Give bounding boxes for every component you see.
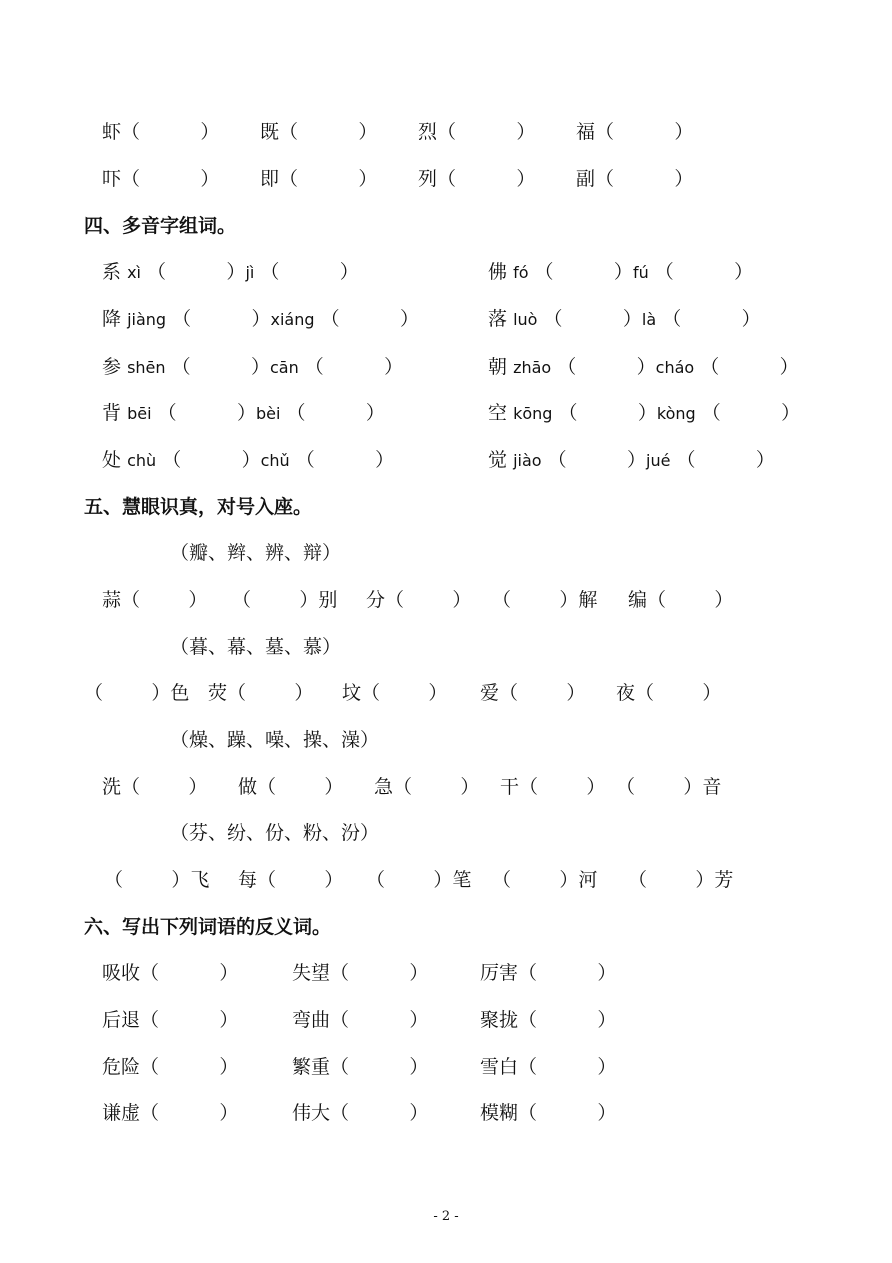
pinyin-label: cān [269, 358, 299, 377]
fill-item: 伟大（ ） [292, 1102, 429, 1124]
fill-item: 吓（ ） [102, 168, 220, 190]
section-heading: 六、写出下列词语的反义词。 [84, 916, 332, 938]
fill-item: （ ）芳 [628, 869, 734, 891]
polyphone-item [102, 352, 403, 383]
pinyin-label: là [641, 310, 657, 329]
fill-row [0, 678, 892, 708]
pinyin-label: bèi [255, 404, 281, 423]
fill-item: （ ）河 [492, 869, 598, 891]
pinyin-label: shēn [127, 358, 166, 377]
fill-item: 爱（ ） [480, 682, 586, 704]
fill-item: 吸收（ ） [102, 962, 239, 984]
antonym-row [0, 1098, 892, 1128]
answer-blank: （ ） [557, 356, 656, 378]
fill-row [0, 585, 892, 615]
fill-item: 洗（ ） [102, 776, 208, 798]
polyphone-char: 参 [102, 356, 122, 378]
answer-blank: （ ） [260, 261, 359, 283]
fill-item: 副（ ） [576, 168, 694, 190]
polyphone-char: 降 [102, 308, 122, 330]
antonym-row [0, 1052, 892, 1082]
option-list: （芬、纷、份、粉、汾） [170, 822, 380, 844]
answer-blank: （ ） [286, 402, 385, 424]
fill-item: 分（ ） [366, 589, 472, 611]
polyphone-item [102, 398, 385, 429]
answer-blank: （ ） [172, 308, 271, 330]
option-list: （瓣、辫、辨、辩） [170, 542, 342, 564]
answer-blank: （ ） [295, 449, 395, 471]
pinyin-label: chǔ [260, 451, 290, 470]
fill-item: （ ）色 [84, 682, 190, 704]
fill-item: 后退（ ） [102, 1009, 239, 1031]
pinyin-label: xiáng [270, 310, 315, 329]
answer-blank: （ ） [162, 449, 261, 471]
polyphone-char: 佛 [488, 261, 508, 283]
section-heading: 四、多音字组词。 [84, 215, 237, 237]
homophone-row [0, 117, 892, 147]
fill-item: 弯曲（ ） [292, 1009, 429, 1031]
fill-item: 繁重（ ） [292, 1056, 429, 1078]
answer-blank: （ ） [171, 356, 270, 378]
antonym-row [0, 958, 892, 988]
fill-item: 谦虚（ ） [102, 1102, 239, 1124]
fill-item: 既（ ） [260, 121, 378, 143]
homophone-row [0, 164, 892, 194]
answer-blank: （ ） [304, 356, 404, 378]
pinyin-label: fó [513, 263, 529, 282]
fill-item: 危险（ ） [102, 1056, 239, 1078]
polyphone-item [488, 257, 753, 288]
polyphone-item [488, 398, 800, 429]
answer-blank: （ ） [558, 402, 657, 424]
polyphone-char: 落 [488, 308, 508, 330]
fill-item: 聚拢（ ） [480, 1009, 617, 1031]
option-list: （暮、幕、墓、慕） [170, 636, 342, 658]
polyphone-item [102, 257, 359, 288]
polyphone-row [0, 257, 892, 287]
option-list: （燥、躁、噪、操、澡） [170, 729, 380, 751]
fill-item: 即（ ） [260, 168, 378, 190]
polyphone-char: 空 [488, 402, 508, 424]
fill-item: 蒜（ ） [102, 589, 208, 611]
answer-blank: （ ） [701, 402, 801, 424]
fill-row [0, 772, 892, 802]
fill-item: 模糊（ ） [480, 1102, 617, 1124]
pinyin-label: bēi [127, 404, 152, 423]
polyphone-row [0, 304, 892, 334]
pinyin-label: cháo [655, 358, 695, 377]
fill-item: 干（ ） [500, 776, 606, 798]
pinyin-label: xì [127, 263, 141, 282]
polyphone-item [488, 304, 761, 335]
answer-blank: （ ） [543, 308, 642, 330]
fill-item: 急（ ） [374, 776, 480, 798]
fill-item: 做（ ） [238, 776, 344, 798]
fill-item: （ ）解 [492, 589, 598, 611]
answer-blank: （ ） [547, 449, 646, 471]
polyphone-item [102, 304, 419, 335]
fill-item: 荧（ ） [208, 682, 314, 704]
fill-row [0, 865, 892, 895]
fill-item: （ ）飞 [104, 869, 210, 891]
fill-item: 厉害（ ） [480, 962, 617, 984]
fill-item: 雪白（ ） [480, 1056, 617, 1078]
pinyin-label: chù [127, 451, 157, 470]
pinyin-label: luò [513, 310, 538, 329]
answer-blank: （ ） [320, 308, 419, 330]
antonym-row [0, 1005, 892, 1035]
answer-blank: （ ） [700, 356, 799, 378]
polyphone-row [0, 445, 892, 475]
fill-item: 失望（ ） [292, 962, 429, 984]
polyphone-row [0, 398, 892, 428]
fill-item: 夜（ ） [616, 682, 722, 704]
polyphone-char: 背 [102, 402, 122, 424]
answer-blank: （ ） [534, 261, 633, 283]
fill-item: 每（ ） [238, 869, 344, 891]
fill-item: 列（ ） [418, 168, 536, 190]
answer-blank: （ ） [654, 261, 754, 283]
fill-item: （ ）笔 [366, 869, 472, 891]
polyphone-char: 处 [102, 449, 122, 471]
pinyin-label: jiàng [127, 310, 167, 329]
section-heading: 五、慧眼识真，对号入座。 [84, 496, 313, 518]
polyphone-char: 系 [102, 261, 122, 283]
polyphone-item [488, 352, 799, 383]
answer-blank: （ ） [157, 402, 256, 424]
answer-blank: （ ） [676, 449, 775, 471]
fill-item: 虾（ ） [102, 121, 220, 143]
pinyin-label: zhāo [513, 358, 552, 377]
polyphone-row [0, 352, 892, 382]
fill-item: 烈（ ） [418, 121, 536, 143]
fill-item: （ ）别 [232, 589, 338, 611]
page-number: - 2 - [433, 1209, 459, 1224]
pinyin-label: kōng [513, 404, 553, 423]
pinyin-label: jué [646, 451, 671, 470]
polyphone-char: 觉 [488, 449, 508, 471]
answer-blank: （ ） [662, 308, 761, 330]
pinyin-label: fú [632, 263, 649, 282]
answer-blank: （ ） [147, 261, 246, 283]
polyphone-char: 朝 [488, 356, 508, 378]
pinyin-label: jì [245, 263, 255, 282]
fill-item: 编（ ） [628, 589, 734, 611]
polyphone-item [488, 445, 775, 476]
fill-item: （ ）音 [616, 776, 722, 798]
polyphone-item [102, 445, 394, 476]
pinyin-label: jiào [513, 451, 542, 470]
fill-item: 坟（ ） [342, 682, 448, 704]
fill-item: 福（ ） [576, 121, 694, 143]
pinyin-label: kòng [656, 404, 696, 423]
